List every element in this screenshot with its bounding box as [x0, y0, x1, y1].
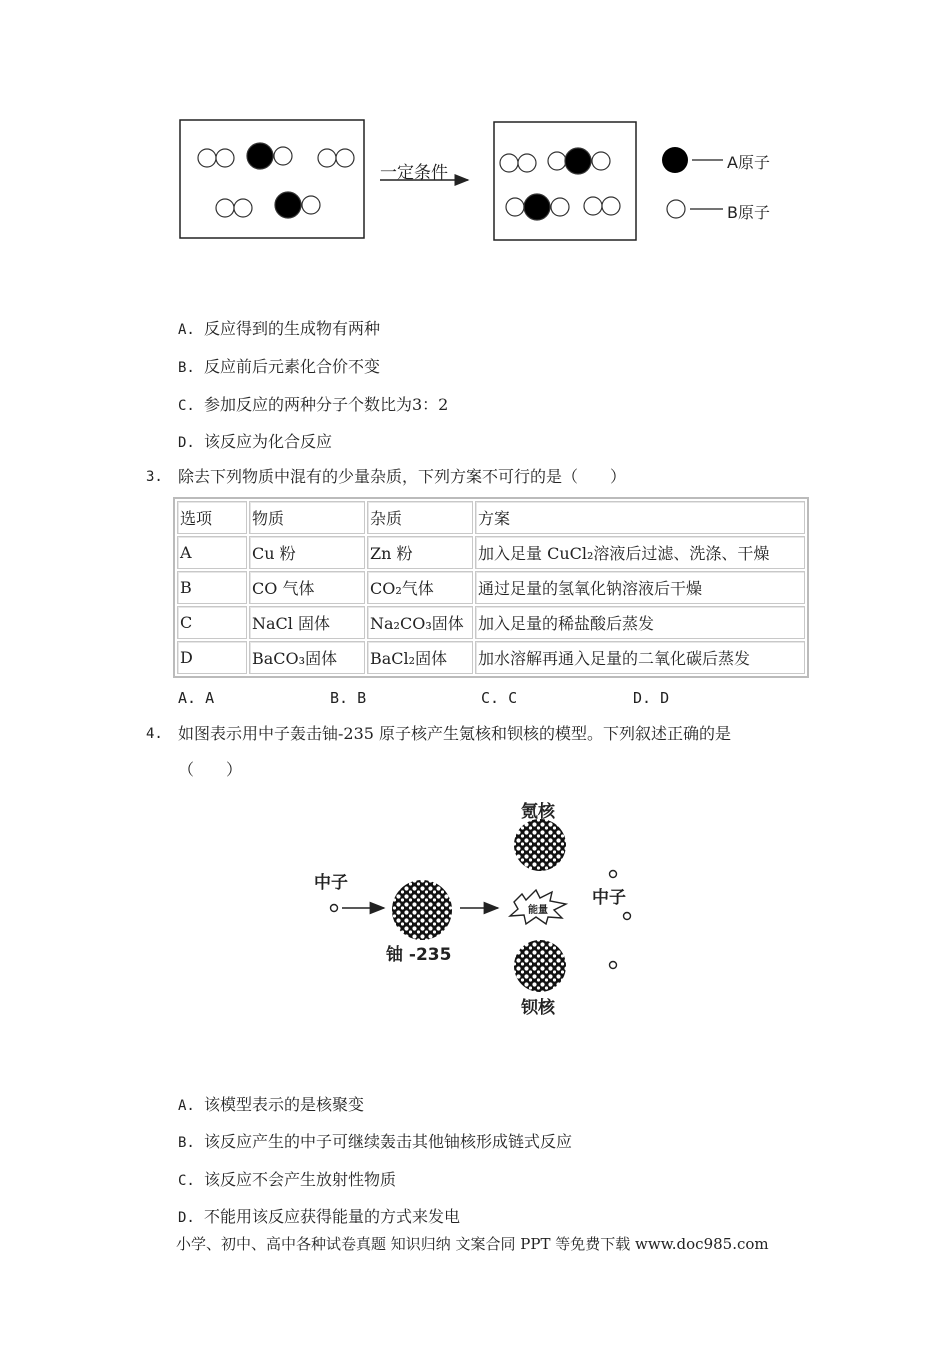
- table-header: 杂质: [367, 501, 473, 534]
- label-barium: 钡核: [521, 998, 555, 1018]
- q4-option-b: B. 该反应产生的中子可继续轰击其他铀核形成链式反应: [178, 1132, 573, 1151]
- q4-option-a: A. 该模型表示的是核聚变: [178, 1095, 365, 1114]
- table-header: 物质: [249, 501, 365, 534]
- label-neutron-out: 中子: [592, 888, 626, 908]
- krypton-nucleus: [514, 819, 566, 871]
- table-row: [177, 606, 805, 639]
- table-cell: Cu 粉: [249, 536, 365, 569]
- legend-a-atom-icon: [662, 147, 688, 173]
- products-box: [494, 122, 636, 240]
- label-energy: 能量: [528, 905, 548, 916]
- reactants-box: [180, 120, 364, 238]
- table-header: 选项: [177, 501, 247, 534]
- table-cell: D: [177, 641, 247, 674]
- table-header-row: [177, 501, 805, 534]
- table-cell: 加入足量的稀盐酸后蒸发: [475, 606, 805, 639]
- legend-b-atom-icon: [667, 200, 685, 218]
- uranium-nucleus: [392, 880, 452, 940]
- q3-table: [173, 497, 809, 678]
- reaction-diagram: [170, 110, 810, 250]
- q3-number: 3.: [146, 469, 163, 485]
- q3-choice-c: C. C: [481, 689, 518, 707]
- table-row: [177, 571, 805, 604]
- table-cell: A: [177, 536, 247, 569]
- label-neutron-in: 中子: [314, 873, 348, 893]
- page-footer: 小学、初中、高中各种试卷真题 知识归纳 文案合同 PPT 等免费下载 www.doc985.com: [176, 1235, 769, 1253]
- q3-choice-a: A. A: [178, 689, 215, 707]
- barium-nucleus: [514, 940, 566, 992]
- table-cell: 加入足量 CuCl₂溶液后过滤、洗涤、干燥: [475, 536, 805, 569]
- table-cell: 加水溶解再通入足量的二氧化碳后蒸发: [475, 641, 805, 674]
- q4-stem: 如图表示用中子轰击铀-235 原子核产生氪核和钡核的模型。下列叙述正确的是: [178, 724, 732, 743]
- arrow-label: 一定条件: [380, 163, 448, 183]
- table-row: [177, 536, 805, 569]
- table-cell: B: [177, 571, 247, 604]
- q2-option-d: D. 该反应为化合反应: [178, 432, 333, 451]
- q2-option-c: C. 参加反应的两种分子个数比为3：2: [178, 395, 449, 414]
- incoming-neutron: [331, 905, 338, 912]
- outgoing-neutron: [624, 913, 631, 920]
- label-krypton: 氪核: [521, 802, 555, 822]
- table-row: [177, 641, 805, 674]
- outgoing-neutron: [610, 962, 617, 969]
- q2-option-a: A. 反应得到的生成物有两种: [178, 319, 381, 338]
- table-cell: 通过足量的氢氧化钠溶液后干燥: [475, 571, 805, 604]
- table-cell: CO 气体: [249, 571, 365, 604]
- q4-paren: （ ）: [178, 760, 243, 779]
- table-cell: C: [177, 606, 247, 639]
- table-header: 方案: [475, 501, 805, 534]
- q3-stem: 除去下列物质中混有的少量杂质，下列方案不可行的是（ ）: [178, 467, 627, 486]
- legend-b-label: B原子: [727, 203, 770, 222]
- table-cell: BaCO₃固体: [249, 641, 365, 674]
- table-cell: Na₂CO₃固体: [367, 606, 473, 639]
- q2-option-b: B. 反应前后元素化合价不变: [178, 357, 381, 376]
- table-cell: CO₂气体: [367, 571, 473, 604]
- product-molecules: [500, 148, 620, 220]
- legend-a-label: A原子: [727, 153, 770, 172]
- q3-choice-d: D. D: [633, 689, 670, 707]
- q4-number: 4.: [146, 726, 163, 742]
- label-uranium: 铀 -235: [386, 945, 452, 965]
- q4-option-d: D. 不能用该反应获得能量的方式来发电: [178, 1207, 461, 1226]
- q3-choice-b: B. B: [330, 689, 367, 707]
- table-cell: Zn 粉: [367, 536, 473, 569]
- q4-option-c: C. 该反应不会产生放射性物质: [178, 1170, 397, 1189]
- outgoing-neutron: [610, 871, 617, 878]
- table-cell: BaCl₂固体: [367, 641, 473, 674]
- reactant-molecules: [198, 143, 354, 218]
- table-cell: NaCl 固体: [249, 606, 365, 639]
